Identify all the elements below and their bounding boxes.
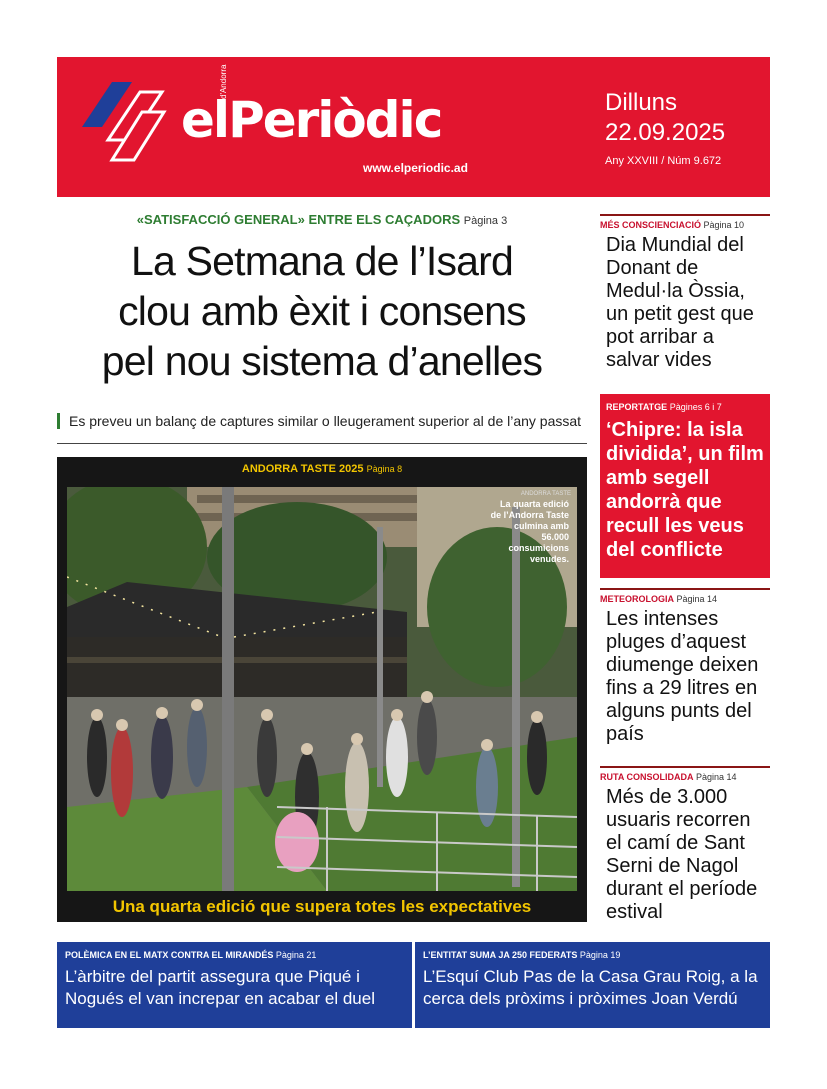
headline-line: La Setmana de l’Isard [130, 238, 514, 284]
divider [57, 443, 587, 444]
bottom-story-esqui[interactable] [415, 942, 770, 1028]
sidebar-page: Pàgina 14 [676, 594, 718, 604]
logo-name: Periòdic [228, 91, 442, 149]
sidebar-page: Pàgines 6 i 7 [669, 402, 722, 412]
bottom-page: Pàgina 21 [275, 950, 317, 960]
headline-line: clou amb èxit i consens [118, 288, 526, 334]
sidebar-label [606, 402, 764, 412]
main-kicker-text: «SATISFACCIÓ GENERAL» ENTRE ELS CAÇADORS [136, 212, 461, 227]
logo-wordmark [181, 91, 442, 149]
photo-kicker-text: ANDORRA TASTE 2025 [241, 463, 364, 475]
logo-el: el [181, 91, 229, 149]
sidebar-label [600, 772, 770, 782]
bottom-headline: L’Esquí Club Pas de la Casa Grau Roig, a la cerca dels pròxims i pròximes Joan Verdú [423, 967, 758, 1008]
sidebar-label [600, 594, 770, 604]
sidebar-headline: Les intenses pluges d’aquest diumenge deixen fins a 29 litres en alguns punts del país [606, 608, 759, 745]
photo-headline[interactable]: Una quarta edició que supera totes les expectatives [112, 897, 532, 916]
bottom-headline: L’àrbitre del partit assegura que Piqué i Nogués el van increpar en acabar el duel [65, 967, 375, 1008]
sidebar-section: MÉS CONSCIENCIACIÓ [600, 220, 702, 230]
sidebar-page: Pàgina 14 [696, 772, 737, 782]
sidebar-headline: ‘Chipre: la isla dividida’, un film amb segell andorrà que recull les veus del conflicte [606, 419, 764, 561]
bottom-story-polemica[interactable] [57, 942, 412, 1028]
issue-number: Any XXVIII / Núm 9.672 [605, 155, 722, 167]
sidebar-label [600, 220, 770, 230]
andorra-flag-logo-icon [82, 82, 172, 172]
bottom-section: POLÈMICA EN EL MATX CONTRA EL MIRANDÉS [65, 950, 274, 960]
sidebar-section: RUTA CONSOLIDADA [600, 772, 694, 782]
photo-kicker [57, 463, 587, 475]
issue-day: Dilluns [605, 89, 678, 116]
feature-photo [67, 487, 577, 891]
headline-line: pel nou sistema d’anelles [101, 338, 543, 384]
sidebar-story-meteorologia[interactable] [600, 588, 770, 746]
main-subhead: Es preveu un balanç de captures similar o lleugerament superior al de l’any passat [57, 413, 587, 429]
issue-date: 22.09.2025 [605, 119, 726, 146]
photo-feature[interactable] [57, 457, 587, 922]
bottom-label [423, 950, 762, 960]
site-url[interactable]: www.elperiodic.ad [363, 161, 468, 175]
masthead [57, 57, 770, 197]
sidebar-story-chipre[interactable] [600, 394, 770, 578]
sidebar-page: Pàgina 10 [703, 220, 745, 230]
sidebar-section: REPORTATGE [606, 402, 668, 412]
bottom-label [65, 950, 404, 960]
bottom-section: L’ENTITAT SUMA JA 250 FEDERATS [423, 950, 578, 960]
main-headline[interactable] [57, 236, 587, 386]
sidebar-story-ruta[interactable] [600, 766, 770, 924]
main-kicker [57, 212, 587, 227]
sidebar-headline: Dia Mundial del Donant de Medul·la Òssia, un petit gest que pot arribar a salvar vides [606, 234, 754, 371]
photo-credit: ANDORRA TASTE [520, 491, 571, 497]
bottom-page: Pàgina 19 [579, 950, 621, 960]
sidebar-section: METEOROLOGIA [600, 594, 674, 604]
photo-caption: La quarta edició de l’Andorra Taste culmina amb 56.000 consumicions venudes. [490, 499, 569, 564]
main-kicker-page: Pàgina 3 [463, 215, 508, 227]
logo-subtitle: d'Andorra [219, 64, 228, 99]
sidebar-story-donant[interactable] [600, 214, 770, 372]
sidebar-headline: Més de 3.000 usuaris recorren el camí de Sant Serni de Nagol durant el període estival [606, 786, 758, 923]
photo-kicker-page: Pàgina 8 [366, 464, 403, 474]
